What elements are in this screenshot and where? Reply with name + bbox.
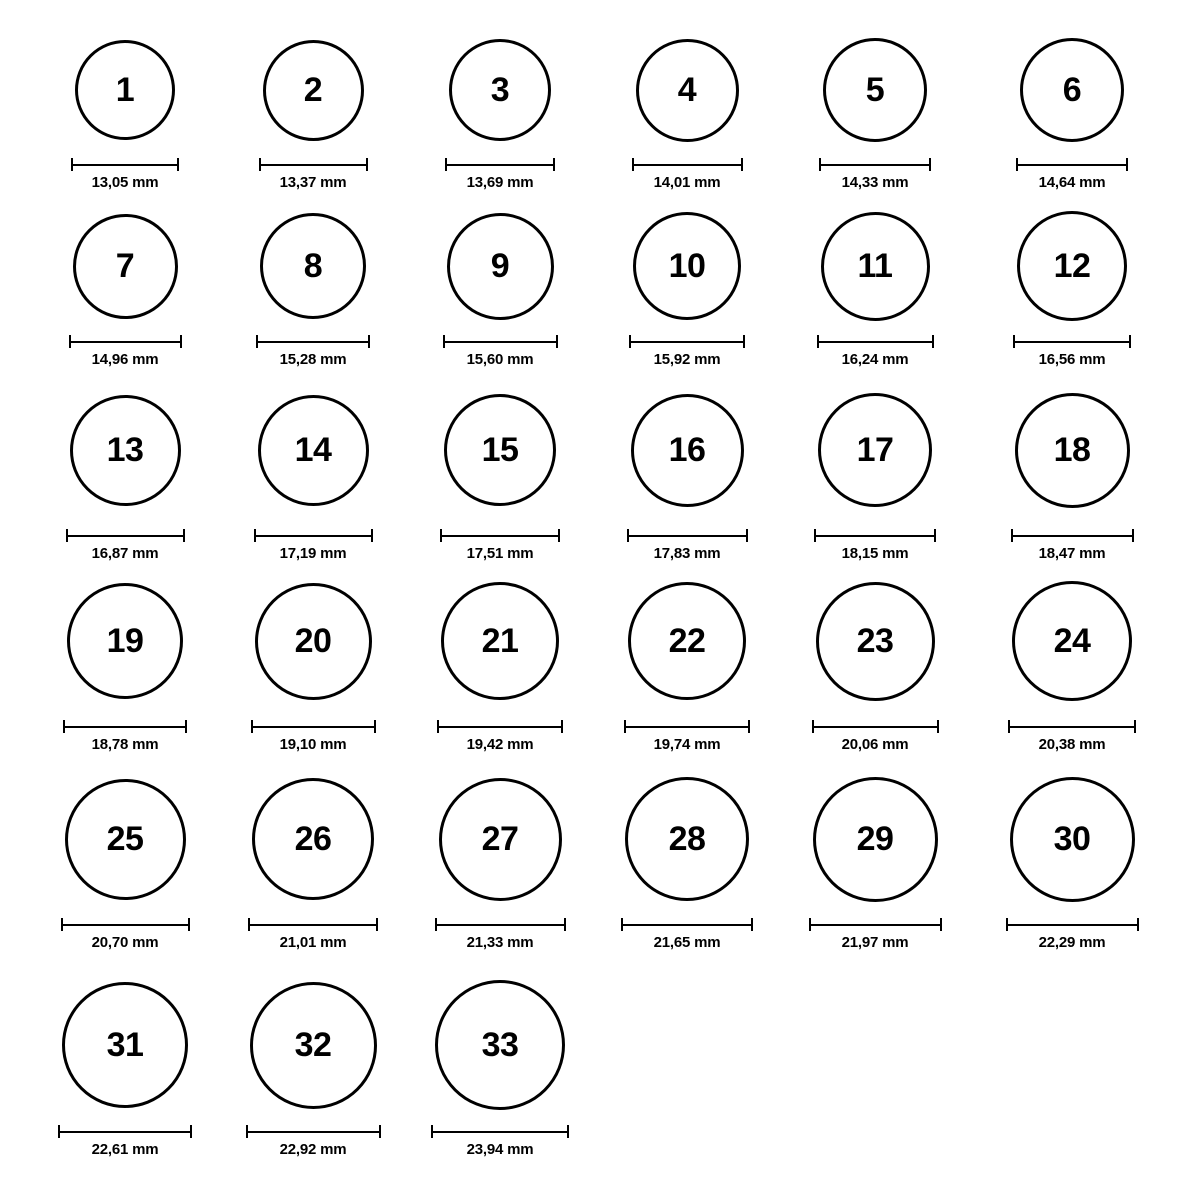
- ring-circle: [65, 779, 186, 900]
- diameter-label: 21,01 mm: [279, 934, 347, 951]
- ring-circle: [818, 393, 932, 507]
- measurement-bar: [624, 719, 750, 733]
- measure-cap-left-icon: [1006, 918, 1008, 931]
- measure-cap-left-icon: [61, 918, 63, 931]
- ring-measurement: [243, 917, 383, 951]
- ring-measurement: [243, 528, 383, 562]
- measure-cap-right-icon: [1132, 529, 1134, 542]
- diameter-label: 21,65 mm: [653, 934, 721, 951]
- ring-circle: [1010, 777, 1135, 902]
- ring-circle: [441, 582, 559, 700]
- ring-size-number: 17: [856, 431, 894, 469]
- measurement-bar: [431, 1124, 569, 1138]
- measure-cap-right-icon: [379, 1125, 381, 1138]
- ring-size-item: [243, 778, 383, 900]
- measurement-bar: [812, 719, 939, 733]
- measurement-bar: [443, 334, 558, 348]
- measurement-bar: [254, 528, 373, 542]
- ring-size-item: [243, 213, 383, 319]
- measure-cap-right-icon: [558, 529, 560, 542]
- ring-measurement: [805, 719, 945, 753]
- measurement-bar: [1011, 528, 1134, 542]
- ring-measurement: [55, 917, 195, 951]
- ring-size-item: [805, 582, 945, 701]
- measurement-bar: [817, 334, 934, 348]
- diameter-label: 18,15 mm: [841, 545, 909, 562]
- measure-cap-left-icon: [58, 1125, 60, 1138]
- measurement-bar: [435, 917, 566, 931]
- ring-size-number: 28: [668, 820, 706, 858]
- ring-circle: [1020, 38, 1124, 142]
- measure-cap-left-icon: [1011, 529, 1013, 542]
- diameter-label: 19,10 mm: [279, 736, 347, 753]
- ring-circle: [1012, 581, 1132, 701]
- ring-size-item: [55, 779, 195, 900]
- ring-measurement: [430, 719, 570, 753]
- ring-size-number: 27: [481, 820, 519, 858]
- ring-circle: [813, 777, 938, 902]
- diameter-label: 15,92 mm: [653, 351, 721, 368]
- measurement-bar: [814, 528, 936, 542]
- diameter-label: 18,47 mm: [1038, 545, 1106, 562]
- measure-cap-left-icon: [256, 335, 258, 348]
- measurement-bar: [632, 157, 743, 171]
- measure-cap-left-icon: [812, 720, 814, 733]
- ring-size-item: [430, 778, 570, 901]
- measure-cap-left-icon: [624, 720, 626, 733]
- ring-size-item: [805, 212, 945, 321]
- measure-cap-left-icon: [66, 529, 68, 542]
- ring-size-number: 26: [294, 820, 332, 858]
- ring-measurement: [55, 334, 195, 368]
- ring-measurement: [430, 334, 570, 368]
- ring-circle: [439, 778, 562, 901]
- measure-cap-right-icon: [1137, 918, 1139, 931]
- ring-size-number: 30: [1053, 820, 1091, 858]
- ring-size-item: [617, 212, 757, 320]
- ring-size-item: [243, 40, 383, 141]
- ring-circle: [636, 39, 739, 142]
- measurement-bar: [1008, 719, 1136, 733]
- ring-circle: [447, 213, 554, 320]
- measure-cap-left-icon: [248, 918, 250, 931]
- ring-measurement: [617, 917, 757, 951]
- ring-size-item: [805, 777, 945, 902]
- measure-cap-right-icon: [567, 1125, 569, 1138]
- measure-cap-left-icon: [440, 529, 442, 542]
- measurement-bar: [621, 917, 753, 931]
- ring-circle: [252, 778, 374, 900]
- measure-cap-left-icon: [435, 918, 437, 931]
- ring-size-number: 29: [856, 820, 894, 858]
- diameter-label: 17,51 mm: [466, 545, 534, 562]
- ring-size-item: [55, 40, 195, 140]
- measure-cap-right-icon: [183, 529, 185, 542]
- measurement-bar: [809, 917, 942, 931]
- ring-size-item: [805, 393, 945, 507]
- ring-measurement: [617, 719, 757, 753]
- ring-circle: [633, 212, 741, 320]
- ring-size-item: [805, 38, 945, 142]
- diameter-label: 22,61 mm: [91, 1141, 159, 1158]
- diameter-label: 20,70 mm: [91, 934, 159, 951]
- ring-measurement: [55, 1124, 195, 1158]
- measure-cap-right-icon: [368, 335, 370, 348]
- diameter-label: 16,87 mm: [91, 545, 159, 562]
- measurement-bar: [1016, 157, 1128, 171]
- ring-size-item: [1002, 211, 1142, 321]
- ring-size-item: [617, 777, 757, 901]
- ring-circle: [631, 394, 744, 507]
- ring-measurement: [243, 1124, 383, 1158]
- measure-cap-left-icon: [71, 158, 73, 171]
- measure-cap-left-icon: [437, 720, 439, 733]
- measure-cap-right-icon: [1129, 335, 1131, 348]
- diameter-label: 14,96 mm: [91, 351, 159, 368]
- ring-size-number: 11: [857, 247, 893, 285]
- ring-size-number: 14: [294, 431, 332, 469]
- measure-cap-right-icon: [743, 335, 745, 348]
- ring-size-number: 21: [481, 622, 519, 660]
- ring-circle: [255, 583, 372, 700]
- diameter-label: 16,56 mm: [1038, 351, 1106, 368]
- measurement-bar: [437, 719, 563, 733]
- ring-circle: [250, 982, 377, 1109]
- ring-measurement: [243, 719, 383, 753]
- ring-size-number: 22: [668, 622, 706, 660]
- ring-measurement: [1002, 917, 1142, 951]
- ring-circle: [75, 40, 175, 140]
- ring-size-number: 32: [294, 1026, 332, 1064]
- measure-cap-left-icon: [431, 1125, 433, 1138]
- ring-size-item: [55, 395, 195, 506]
- ring-measurement: [617, 334, 757, 368]
- measure-cap-left-icon: [1008, 720, 1010, 733]
- ring-circle: [823, 38, 927, 142]
- measure-cap-right-icon: [934, 529, 936, 542]
- ring-measurement: [430, 1124, 570, 1158]
- measurement-bar: [627, 528, 748, 542]
- ring-size-item: [617, 39, 757, 142]
- diameter-label: 14,33 mm: [841, 174, 909, 191]
- diameter-label: 14,01 mm: [653, 174, 721, 191]
- ring-size-number: 23: [856, 622, 894, 660]
- ring-size-item: [617, 394, 757, 507]
- measurement-bar: [63, 719, 187, 733]
- measure-cap-right-icon: [376, 918, 378, 931]
- diameter-label: 19,74 mm: [653, 736, 721, 753]
- measure-cap-left-icon: [1013, 335, 1015, 348]
- measurement-bar: [248, 917, 378, 931]
- ring-size-number: 5: [865, 71, 885, 109]
- ring-circle: [263, 40, 364, 141]
- diameter-label: 17,19 mm: [279, 545, 347, 562]
- measure-cap-left-icon: [445, 158, 447, 171]
- measure-cap-right-icon: [564, 918, 566, 931]
- measure-cap-right-icon: [374, 720, 376, 733]
- ring-size-number: 9: [490, 247, 510, 285]
- measure-cap-left-icon: [809, 918, 811, 931]
- measurement-bar: [71, 157, 179, 171]
- measure-cap-right-icon: [929, 158, 931, 171]
- ring-measurement: [1002, 334, 1142, 368]
- measurement-bar: [445, 157, 555, 171]
- ring-size-item: [55, 214, 195, 319]
- ring-measurement: [805, 157, 945, 191]
- ring-size-number: 8: [303, 247, 323, 285]
- ring-measurement: [430, 917, 570, 951]
- diameter-label: 21,97 mm: [841, 934, 909, 951]
- ring-size-item: [430, 582, 570, 700]
- measure-cap-right-icon: [741, 158, 743, 171]
- measure-cap-left-icon: [1016, 158, 1018, 171]
- measure-cap-left-icon: [817, 335, 819, 348]
- ring-measurement: [1002, 719, 1142, 753]
- diameter-label: 23,94 mm: [466, 1141, 534, 1158]
- diameter-label: 17,83 mm: [653, 545, 721, 562]
- measurement-bar: [58, 1124, 192, 1138]
- measure-cap-left-icon: [443, 335, 445, 348]
- measure-cap-right-icon: [561, 720, 563, 733]
- measure-cap-right-icon: [748, 720, 750, 733]
- measure-cap-right-icon: [1134, 720, 1136, 733]
- ring-size-number: 31: [106, 1026, 144, 1064]
- ring-size-item: [430, 213, 570, 320]
- measure-cap-left-icon: [632, 158, 634, 171]
- ring-measurement: [617, 528, 757, 562]
- diameter-label: 15,60 mm: [466, 351, 534, 368]
- ring-size-item: [1002, 38, 1142, 142]
- measure-cap-left-icon: [629, 335, 631, 348]
- diameter-label: 16,24 mm: [841, 351, 909, 368]
- ring-circle: [816, 582, 935, 701]
- diameter-label: 20,06 mm: [841, 736, 909, 753]
- measurement-bar: [256, 334, 370, 348]
- ring-size-number: 33: [481, 1026, 519, 1064]
- ring-size-item: [1002, 777, 1142, 902]
- ring-measurement: [55, 528, 195, 562]
- measurement-bar: [1013, 334, 1131, 348]
- ring-size-item: [430, 394, 570, 506]
- measurement-bar: [61, 917, 190, 931]
- ring-measurement: [617, 157, 757, 191]
- ring-circle: [70, 395, 181, 506]
- measure-cap-right-icon: [190, 1125, 192, 1138]
- diameter-label: 18,78 mm: [91, 736, 159, 753]
- diameter-label: 13,37 mm: [279, 174, 347, 191]
- ring-size-number: 6: [1062, 71, 1082, 109]
- ring-size-number: 25: [106, 820, 144, 858]
- ring-circle: [73, 214, 178, 319]
- ring-measurement: [243, 334, 383, 368]
- measurement-bar: [629, 334, 745, 348]
- ring-size-number: 18: [1053, 431, 1091, 469]
- ring-measurement: [805, 917, 945, 951]
- diameter-label: 22,29 mm: [1038, 934, 1106, 951]
- measurement-bar: [66, 528, 185, 542]
- ring-size-number: 24: [1053, 622, 1091, 660]
- ring-size-item: [243, 982, 383, 1109]
- ring-size-number: 4: [677, 71, 697, 109]
- measurement-bar: [440, 528, 560, 542]
- measure-cap-right-icon: [366, 158, 368, 171]
- diameter-label: 21,33 mm: [466, 934, 534, 951]
- ring-circle: [1015, 393, 1130, 508]
- ring-size-item: [430, 980, 570, 1110]
- diameter-label: 19,42 mm: [466, 736, 534, 753]
- diameter-label: 14,64 mm: [1038, 174, 1106, 191]
- measure-cap-right-icon: [188, 918, 190, 931]
- measure-cap-left-icon: [254, 529, 256, 542]
- ring-circle: [258, 395, 369, 506]
- ring-circle: [67, 583, 183, 699]
- ring-size-number: 15: [481, 431, 519, 469]
- measurement-bar: [69, 334, 182, 348]
- ring-size-item: [55, 583, 195, 699]
- ring-size-number: 10: [668, 247, 706, 285]
- ring-size-number: 2: [303, 71, 323, 109]
- ring-size-item: [243, 395, 383, 506]
- measure-cap-left-icon: [819, 158, 821, 171]
- ring-circle: [628, 582, 746, 700]
- ring-circle: [435, 980, 565, 1110]
- ring-measurement: [1002, 528, 1142, 562]
- measure-cap-right-icon: [751, 918, 753, 931]
- measure-cap-left-icon: [259, 158, 261, 171]
- ring-size-number: 13: [106, 431, 144, 469]
- ring-measurement: [55, 157, 195, 191]
- measure-cap-right-icon: [556, 335, 558, 348]
- diameter-label: 22,92 mm: [279, 1141, 347, 1158]
- measure-cap-right-icon: [177, 158, 179, 171]
- ring-size-number: 3: [490, 71, 510, 109]
- ring-size-item: [1002, 581, 1142, 701]
- ring-size-number: 16: [668, 431, 706, 469]
- measure-cap-right-icon: [180, 335, 182, 348]
- ring-measurement: [243, 157, 383, 191]
- measure-cap-left-icon: [63, 720, 65, 733]
- measurement-bar: [259, 157, 368, 171]
- ring-circle: [625, 777, 749, 901]
- ring-size-number: 7: [115, 247, 135, 285]
- measure-cap-left-icon: [814, 529, 816, 542]
- ring-measurement: [805, 334, 945, 368]
- ring-size-item: [243, 583, 383, 700]
- diameter-label: 20,38 mm: [1038, 736, 1106, 753]
- measurement-bar: [1006, 917, 1139, 931]
- ring-size-number: 1: [115, 71, 135, 109]
- ring-size-item: [55, 982, 195, 1108]
- ring-circle: [449, 39, 551, 141]
- measurement-bar: [819, 157, 931, 171]
- measure-cap-left-icon: [69, 335, 71, 348]
- ring-size-number: 20: [294, 622, 332, 660]
- measure-cap-right-icon: [553, 158, 555, 171]
- ring-circle: [821, 212, 930, 321]
- measurement-bar: [251, 719, 376, 733]
- ring-circle: [260, 213, 366, 319]
- ring-measurement: [430, 528, 570, 562]
- ring-size-number: 12: [1053, 247, 1091, 285]
- ring-size-item: [430, 39, 570, 141]
- measure-cap-right-icon: [185, 720, 187, 733]
- ring-size-number: 19: [106, 622, 144, 660]
- ring-measurement: [805, 528, 945, 562]
- ring-measurement: [55, 719, 195, 753]
- measure-cap-right-icon: [937, 720, 939, 733]
- ring-measurement: [1002, 157, 1142, 191]
- ring-size-item: [617, 582, 757, 700]
- measure-cap-right-icon: [932, 335, 934, 348]
- ring-circle: [444, 394, 556, 506]
- measure-cap-left-icon: [246, 1125, 248, 1138]
- measure-cap-left-icon: [621, 918, 623, 931]
- diameter-label: 15,28 mm: [279, 351, 347, 368]
- ring-circle: [1017, 211, 1127, 321]
- measure-cap-left-icon: [627, 529, 629, 542]
- measure-cap-left-icon: [251, 720, 253, 733]
- ring-size-item: [1002, 393, 1142, 508]
- measure-cap-right-icon: [746, 529, 748, 542]
- ring-measurement: [430, 157, 570, 191]
- diameter-label: 13,05 mm: [91, 174, 159, 191]
- measure-cap-right-icon: [371, 529, 373, 542]
- measure-cap-right-icon: [1126, 158, 1128, 171]
- ring-circle: [62, 982, 188, 1108]
- measurement-bar: [246, 1124, 381, 1138]
- diameter-label: 13,69 mm: [466, 174, 534, 191]
- measure-cap-right-icon: [940, 918, 942, 931]
